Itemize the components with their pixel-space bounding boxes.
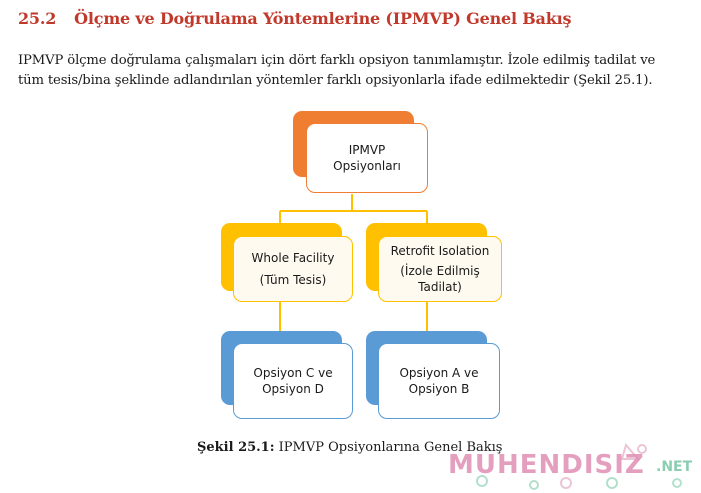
option-c-d-line-2: Opsiyon D — [262, 382, 324, 396]
root-line-1: IPMVP — [348, 143, 386, 157]
whole-facility-box — [233, 236, 353, 302]
caption-label: Şekil 25.1: — [197, 440, 275, 455]
whole-facility-line-1: Whole Facility — [251, 251, 335, 265]
paragraph-line-1: IPMVP ölçme doğrulama çalışmaları için dört farklı opsiyon tanımlamıştır. İzole edilmiş tadilat ve — [18, 53, 656, 68]
option-c-d-line-1: Opsiyon C ve — [253, 366, 333, 380]
retrofit-line-2: (İzole Edilmiş — [400, 264, 480, 278]
section-number: 25.2 — [18, 9, 57, 28]
retrofit-line-3: Tadilat) — [418, 280, 462, 294]
root-line-2: Opsiyonları — [333, 159, 401, 173]
watermark-text: MUHENDISIZ — [448, 450, 645, 480]
watermark-logo — [442, 441, 700, 493]
retrofit-isolation-box — [378, 236, 502, 302]
root-box — [306, 123, 428, 193]
whole-facility-line-2: (Tüm Tesis) — [259, 273, 327, 287]
option-a-b-line-2: Opsiyon B — [408, 382, 470, 396]
caption-text: IPMVP Opsiyonlarına Genel Bakış — [278, 440, 503, 455]
option-a-b-line-1: Opsiyon A ve — [399, 366, 479, 380]
retrofit-line-1: Retrofit Isolation — [390, 244, 490, 258]
option-c-d-box — [233, 343, 353, 419]
paragraph-line-2: tüm tesis/bina şeklinde adlandırılan yöntemler farklı opsiyonlarla ifade edilmektedir (Şekil 25.1). — [18, 73, 653, 88]
option-a-b-box — [378, 343, 500, 419]
section-title: Ölçme ve Doğrulama Yöntemlerine (IPMVP) Genel Bakış — [74, 9, 572, 28]
watermark-suffix: .NET — [656, 459, 693, 475]
